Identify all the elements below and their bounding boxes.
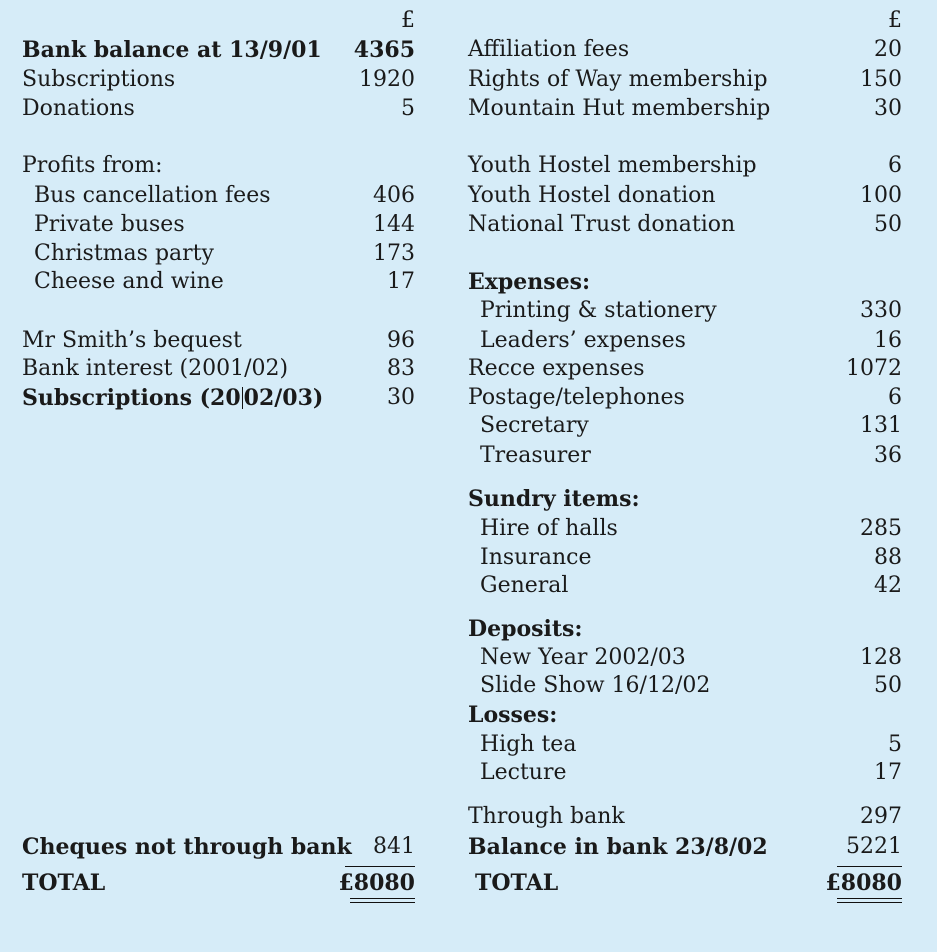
receipt-label: Profits from: [22,153,163,178]
receipt-label: Cheques not through bank [22,834,352,860]
payment-amount: 128 [860,645,902,670]
receipt-amount: 841 [373,834,415,859]
payment-row [446,181,902,211]
section-heading: Expenses: [468,269,591,295]
payment-row [446,65,902,95]
payment-label: New Year 2002/03 [480,645,686,670]
total-row [0,868,415,898]
receipt-label: Bank interest (2001/02) [22,356,289,381]
section-heading: Losses: [468,702,558,728]
payment-row [446,210,902,240]
receipt-row [0,326,415,356]
payment-amount: 285 [860,516,902,541]
payment-amount: 50 [874,673,902,698]
payment-row [446,730,902,760]
payment-label: Balance in bank 23/8/02 [468,834,768,860]
payment-label: Leaders’ expenses [480,328,686,353]
payment-label: Rights of Way membership [468,67,768,92]
payment-row [446,411,902,441]
subtotal-rule [837,866,902,867]
payment-row [446,35,902,65]
receipt-row [0,35,415,65]
payment-label: Mountain Hut membership [468,96,771,121]
payment-label: Treasurer [480,443,591,468]
payment-row [446,671,902,701]
receipt-label: Bus cancellation fees [34,183,271,208]
receipt-label: Private buses [34,212,185,237]
payment-label: High tea [480,732,577,757]
payment-row [446,94,902,124]
payment-amount: 5221 [846,834,902,859]
payment-row [446,571,902,601]
payment-label: Lecture [480,760,567,785]
payment-row [446,802,902,832]
receipt-section-heading [0,151,415,181]
payment-row [446,326,902,356]
currency-header-left [0,6,415,36]
payment-section-heading [446,267,902,297]
payment-label: Slide Show 16/12/02 [480,673,711,698]
payment-amount: 6 [888,385,902,410]
receipt-row [0,94,415,124]
payment-row [446,758,902,788]
payment-label: Through bank [468,804,625,829]
payment-label: Postage/telephones [468,385,685,410]
payment-amount: 330 [860,298,902,323]
receipt-label: Subscriptions (20 02/03) [22,385,324,411]
payment-row [446,383,902,413]
payment-section-heading [446,614,902,644]
payment-label: Youth Hostel donation [468,183,716,208]
receipt-row [0,65,415,95]
receipt-amount: 1920 [359,67,415,92]
payment-row [446,543,902,573]
receipt-label: Mr Smith’s bequest [22,328,242,353]
receipt-row [0,354,415,384]
payment-amount: 6 [888,153,902,178]
payment-amount: 50 [874,212,902,237]
receipt-amount: 17 [387,269,415,294]
receipt-amount: 4365 [353,37,415,63]
receipt-row [0,210,415,240]
payment-amount: 16 [874,328,902,353]
payment-section-heading [446,700,902,730]
payment-row [446,832,902,862]
payment-row [446,643,902,673]
total-double-rule [350,898,415,903]
receipt-amount: 5 [401,96,415,121]
receipt-row [0,239,415,269]
total-double-rule [837,898,902,903]
payment-label: Secretary [480,413,589,438]
receipt-label: Donations [22,96,135,121]
payment-amount: 17 [874,760,902,785]
payment-row [446,151,902,181]
receipt-amount: 144 [373,212,415,237]
payment-label: Printing & stationery [480,298,717,323]
payment-row [446,296,902,326]
payment-amount: 30 [874,96,902,121]
payment-label: Insurance [480,545,592,570]
payment-amount: 297 [860,804,902,829]
receipt-row [0,383,415,413]
payment-label: General [480,573,569,598]
receipt-label: Cheese and wine [34,269,224,294]
text-cursor [242,387,243,409]
payment-amount: 1072 [846,356,902,381]
section-heading: Deposits: [468,616,583,642]
currency-symbol: £ [401,8,415,33]
receipt-amount: 173 [373,241,415,266]
receipt-label: Bank balance at 13/9/01 [22,37,322,63]
currency-header-right [446,6,902,36]
total-amount: £8080 [825,870,902,896]
payment-amount: 131 [860,413,902,438]
payment-label: Recce expenses [468,356,645,381]
receipt-amount: 406 [373,183,415,208]
receipt-label: Christmas party [34,241,214,266]
receipt-label: Subscriptions [22,67,176,92]
payment-row [446,514,902,544]
receipt-row [0,832,415,862]
payment-amount: 20 [874,37,902,62]
total-label: TOTAL [475,870,559,896]
total-amount: £8080 [338,870,415,896]
payment-amount: 42 [874,573,902,598]
payment-amount: 5 [888,732,902,757]
payment-label: Hire of halls [480,516,618,541]
receipt-amount: 30 [387,385,415,410]
payment-amount: 150 [860,67,902,92]
payment-row [446,354,902,384]
payment-amount: 88 [874,545,902,570]
receipt-row [0,267,415,297]
receipt-amount: 83 [387,356,415,381]
payment-label: Affiliation fees [468,37,630,62]
payment-amount: 100 [860,183,902,208]
subtotal-rule [345,866,415,867]
payment-amount: 36 [874,443,902,468]
total-row [446,868,902,898]
payment-section-heading [446,484,902,514]
payment-label: National Trust donation [468,212,736,237]
payment-row [446,441,902,471]
total-label: TOTAL [22,870,106,896]
receipt-row [0,181,415,211]
receipt-amount: 96 [387,328,415,353]
section-heading: Sundry items: [468,486,640,512]
currency-symbol: £ [888,8,902,33]
payment-label: Youth Hostel membership [468,153,757,178]
